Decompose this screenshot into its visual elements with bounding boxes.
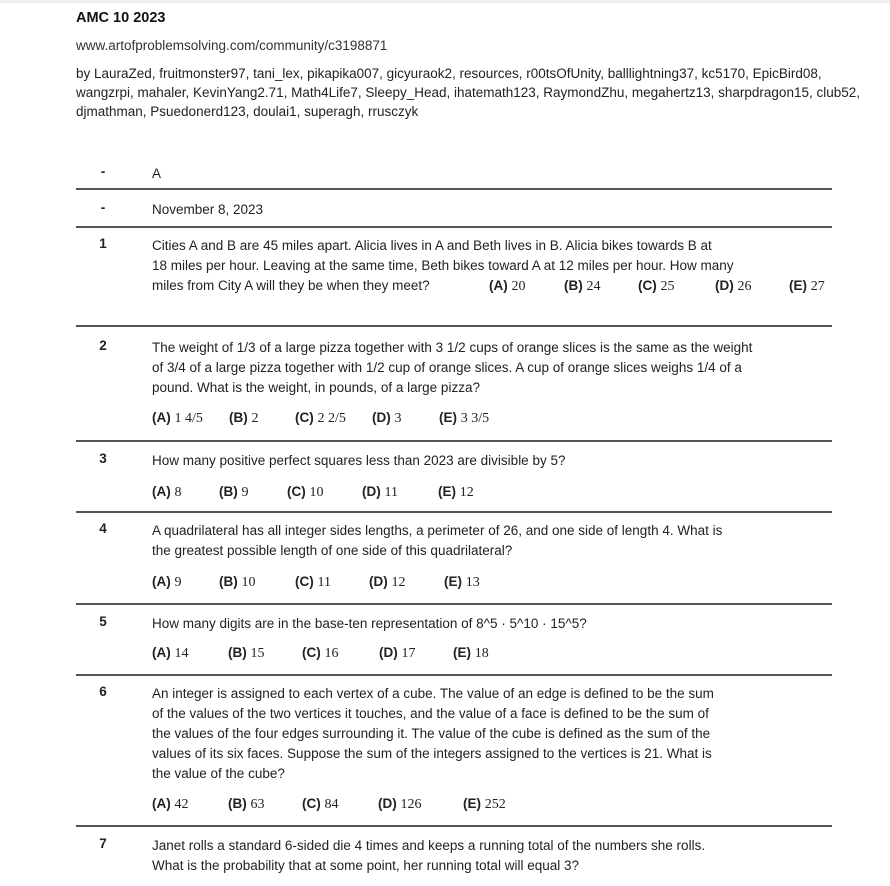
- divider: [76, 440, 832, 442]
- divider: [76, 188, 832, 190]
- problem-line: Janet rolls a standard 6-sided die 4 times and keeps a running total of the numbers she rolls.: [152, 838, 706, 853]
- top-divider: [0, 0, 890, 3]
- choice-c: (C) 16: [302, 645, 339, 661]
- contest-date: November 8, 2023: [152, 202, 264, 217]
- problem-line-text: miles from City A will they be when they meet?: [152, 278, 430, 293]
- problem-line: How many positive perfect squares less than 2023 are divisible by 5?: [152, 453, 566, 468]
- problem-3-text: [152, 451, 837, 471]
- problem-line: of 3/4 of a large pizza together with 1/2 cup of orange slices. A cup of orange slices weighs 1/4 of a: [152, 360, 742, 375]
- problem-line: [152, 276, 837, 296]
- choice-b: (B) 63: [228, 796, 265, 812]
- choice-a: (A) 9: [152, 574, 182, 590]
- problem-line: How many digits are in the base-ten representation of 8^5 · 5^10 · 15^5?: [152, 616, 587, 631]
- choices-row: [152, 794, 837, 814]
- problem-line: pound. What is the weight, in pounds, of a large pizza?: [152, 380, 480, 395]
- problem-1-text: [152, 236, 837, 296]
- problem-number: 6: [99, 684, 107, 699]
- divider: [76, 674, 832, 676]
- choice-b: (B) 15: [228, 645, 265, 661]
- choice-d: (D) 11: [362, 484, 398, 500]
- divider: [76, 511, 832, 513]
- choice-b: (B) 2: [229, 410, 259, 426]
- divider: [76, 603, 832, 605]
- choice-c: (C) 2 2/5: [295, 410, 346, 426]
- choice-b: (B) 24: [564, 278, 601, 294]
- problem-line: The weight of 1/3 of a large pizza together with 3 1/2 cups of orange slices is the same as the weight: [152, 340, 753, 355]
- divider: [76, 825, 832, 827]
- choice-e: (E) 18: [453, 645, 489, 661]
- problem-line: the values of the four edges surrounding it. The value of the cube is defined as the sum of the: [152, 726, 711, 741]
- problem-number: 7: [99, 836, 107, 851]
- section-marker: -: [100, 164, 106, 179]
- choice-e: (E) 12: [438, 484, 474, 500]
- choice-e: (E) 27: [789, 278, 825, 294]
- problem-line: values of its six faces. Suppose the sum of the integers assigned to the vertices is 21. What is: [152, 746, 712, 761]
- problem-7-text: [152, 836, 837, 876]
- problem-2-text: [152, 338, 837, 398]
- choice-e: (E) 3 3/5: [439, 410, 490, 426]
- problem-line: of the values of the two vertices it touches, and the value of a face is defined to be the sum of: [152, 706, 709, 721]
- choice-a: (A) 1 4/5: [152, 410, 203, 426]
- problem-number: 1: [99, 236, 107, 251]
- choice-e: (E) 252: [463, 796, 506, 812]
- problem-number: 4: [99, 521, 107, 536]
- choice-d: (D) 126: [378, 796, 422, 812]
- problem-number: 3: [99, 451, 107, 466]
- problem-line: An integer is assigned to each vertex of a cube. The value of an edge is defined to be the sum: [152, 686, 714, 701]
- problem-line: 18 miles per hour. Leaving at the same time, Beth bikes toward A at 12 miles per hour. How many: [152, 258, 734, 273]
- section-label: A: [152, 166, 162, 181]
- problem-line: the value of the cube?: [152, 766, 285, 781]
- choice-d: (D) 12: [369, 574, 406, 590]
- problem-5-text: [152, 614, 837, 634]
- problem-line: What is the probability that at some point, her running total will equal 3?: [152, 858, 579, 873]
- date-marker: -: [100, 200, 106, 215]
- choice-c: (C) 10: [287, 484, 324, 500]
- problem-line: A quadrilateral has all integer sides lengths, a perimeter of 26, and one side of length 4. What is: [152, 523, 723, 538]
- divider: [76, 226, 832, 228]
- choices-row: [152, 482, 837, 502]
- choice-b: (B) 10: [219, 574, 256, 590]
- choice-a: (A) 8: [152, 484, 182, 500]
- choice-d: (D) 17: [379, 645, 416, 661]
- document-title: AMC 10 2023: [76, 10, 166, 26]
- choice-a: (A) 14: [152, 645, 189, 661]
- choices-row: [152, 643, 837, 663]
- divider: [76, 325, 832, 327]
- choice-d: (D) 26: [715, 278, 752, 294]
- authors-list: by LauraZed, fruitmonster97, tani_lex, pikapika007, gicyuraok2, resources, r00tsOfUnity, balllightning37, kc5170, EpicBird08, wangzrpi, mahaler, KevinYang2.71, Math4Life7, Sleepy_Head, ihatemath123, RaymondZhu, megahertz13, sharpdragon15, club52, djmathman, Psuedonerd123, doulai1, superagh, rrusczyk: [76, 66, 860, 119]
- problem-line: Cities A and B are 45 miles apart. Alicia lives in A and Beth lives in B. Alicia bikes towards B at: [152, 238, 712, 253]
- choice-a: (A) 42: [152, 796, 189, 812]
- problem-line: the greatest possible length of one side of this quadrilateral?: [152, 543, 513, 558]
- choice-c: (C) 84: [302, 796, 339, 812]
- problem-4-text: [152, 521, 837, 561]
- choices-row: [152, 408, 837, 428]
- choice-c: (C) 11: [295, 574, 331, 590]
- problem-6-text: [152, 684, 837, 784]
- choice-b: (B) 9: [219, 484, 249, 500]
- problem-number: 5: [99, 614, 107, 629]
- choice-d: (D) 3: [372, 410, 402, 426]
- choice-a: (A) 20: [489, 278, 526, 294]
- choices-row: [152, 572, 837, 592]
- problem-number: 2: [99, 338, 107, 353]
- source-url[interactable]: www.artofproblemsolving.com/community/c3198871: [76, 38, 388, 53]
- choice-e: (E) 13: [444, 574, 480, 590]
- choice-c: (C) 25: [638, 278, 675, 294]
